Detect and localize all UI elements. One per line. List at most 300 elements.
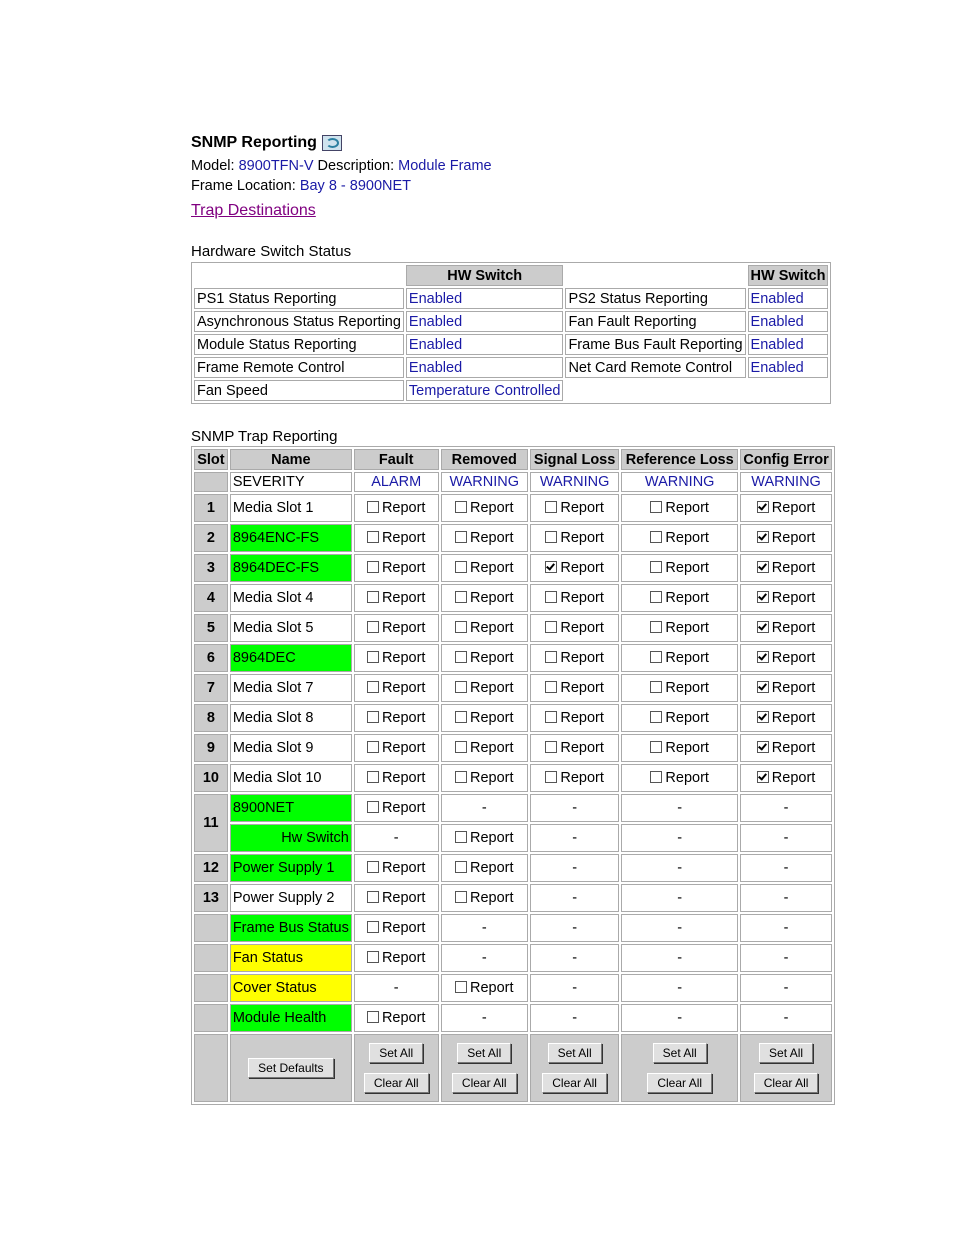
hw-row [194,357,828,378]
slot-name: 8900NET [230,794,352,822]
hw-value: Enabled [406,288,564,309]
report-label: Report [381,860,426,876]
config-error-cell [740,764,832,792]
refresh-icon[interactable] [322,135,342,151]
slot-number: 1 [194,494,228,522]
config-error-checkbox[interactable] [757,501,769,513]
signal-loss-cell [530,644,619,672]
signal-loss-checkbox[interactable] [545,531,557,543]
reference-loss-checkbox[interactable] [650,531,662,543]
severity-reference-loss[interactable]: WARNING [621,472,738,492]
hw-blank [748,380,829,401]
fault-checkbox[interactable] [367,501,379,513]
hw-label: Frame Remote Control [194,357,404,378]
signal-loss-dash: - [530,914,619,942]
signal-loss-buttons [530,1034,619,1102]
report-label: Report [469,980,514,996]
report-label: Report [469,770,514,786]
config-error-checkbox[interactable] [757,561,769,573]
slot-name: Frame Bus Status [230,914,352,942]
removed-checkbox[interactable] [455,681,467,693]
trap-row [194,554,832,582]
fault-cell [354,554,439,582]
reference-loss-cell [621,764,738,792]
fault-cell [354,494,439,522]
hw-value: Enabled [748,334,829,355]
trap-row [194,1004,832,1032]
report-label: Report [469,620,514,636]
signal-loss-dash: - [530,974,619,1002]
removed-checkbox[interactable] [455,561,467,573]
severity-signal-loss[interactable]: WARNING [530,472,619,492]
reference-loss-cell [621,734,738,762]
removed-clear-all-button[interactable]: Clear All [452,1073,517,1093]
fault-cell [354,584,439,612]
set-defaults-button[interactable]: Set Defaults [248,1058,333,1078]
slot-number: 9 [194,734,228,762]
signal-loss-checkbox[interactable] [545,681,557,693]
trap-row [194,704,832,732]
trap-row [194,734,832,762]
signal-loss-checkbox[interactable] [545,771,557,783]
fault-dash: - [354,824,439,852]
fault-cell [354,614,439,642]
fault-checkbox[interactable] [367,681,379,693]
report-label: Report [665,680,709,696]
severity-removed[interactable]: WARNING [441,472,528,492]
fault-checkbox[interactable] [367,651,379,663]
report-label: Report [560,650,604,666]
hw-row [194,288,828,309]
trap-col-header: Signal Loss [530,449,619,470]
fault-set-all-button[interactable]: Set All [369,1043,423,1063]
hw-row [194,311,828,332]
report-label: Report [381,770,426,786]
reference-loss-cell [621,674,738,702]
reference-loss-checkbox[interactable] [650,741,662,753]
trap-section-title: SNMP Trap Reporting [191,428,338,445]
report-label: Report [381,1010,426,1026]
description-label: Description: [317,158,395,174]
reference-loss-checkbox[interactable] [650,651,662,663]
removed-cell [441,884,528,912]
signal-loss-cell [530,704,619,732]
config-error-set-all-button[interactable]: Set All [759,1043,813,1063]
removed-cell [441,734,528,762]
fault-checkbox[interactable] [367,951,379,963]
report-label: Report [381,560,426,576]
signal-loss-cell [530,674,619,702]
reference-loss-set-all-button[interactable]: Set All [653,1043,707,1063]
report-label: Report [560,560,604,576]
slot-name: 8964DEC [230,644,352,672]
config-error-cell [740,734,832,762]
report-label: Report [381,920,426,936]
report-label: Report [381,800,426,816]
report-label: Report [771,530,816,546]
slot-name: Power Supply 2 [230,884,352,912]
config-error-checkbox[interactable] [757,771,769,783]
config-error-checkbox[interactable] [757,741,769,753]
reference-loss-cell [621,614,738,642]
report-label: Report [771,740,816,756]
reference-loss-checkbox[interactable] [650,771,662,783]
report-label: Report [665,770,709,786]
report-label: Report [560,680,604,696]
removed-cell [441,494,528,522]
removed-dash: - [441,1004,528,1032]
slot-number [194,914,228,942]
config-error-dash: - [740,794,832,822]
fault-cell [354,884,439,912]
signal-loss-cell [530,524,619,552]
slot-name: Media Slot 4 [230,584,352,612]
fault-cell [354,524,439,552]
hw-col-header: HW Switch [748,265,829,286]
reference-loss-dash: - [621,914,738,942]
hw-label: Module Status Reporting [194,334,404,355]
trap-row [194,884,832,912]
severity-config-error[interactable]: WARNING [740,472,832,492]
report-label: Report [381,710,426,726]
config-error-dash: - [740,914,832,942]
config-error-buttons [740,1034,832,1102]
model-value: 8900TFN-V [238,158,314,174]
signal-loss-dash: - [530,824,619,852]
signal-loss-dash: - [530,1004,619,1032]
config-error-cell [740,704,832,732]
hw-value: Enabled [406,334,564,355]
slot-number: 6 [194,644,228,672]
report-label: Report [381,740,426,756]
fault-checkbox[interactable] [367,531,379,543]
fault-cell [354,674,439,702]
removed-cell [441,524,528,552]
slot-number: 10 [194,764,228,792]
report-label: Report [560,530,604,546]
slot-number: 2 [194,524,228,552]
slot-number: 3 [194,554,228,582]
removed-cell [441,974,528,1002]
reference-loss-dash: - [621,854,738,882]
report-label: Report [771,620,816,636]
signal-loss-cell [530,764,619,792]
slot-number: 7 [194,674,228,702]
slot-name: Media Slot 7 [230,674,352,702]
trap-col-header: Slot [194,449,228,470]
trap-row [194,914,832,942]
reference-loss-cell [621,644,738,672]
config-error-clear-all-button[interactable]: Clear All [754,1073,819,1093]
report-label: Report [771,590,816,606]
trap-row [194,794,832,822]
removed-cell [441,854,528,882]
reference-loss-checkbox[interactable] [650,501,662,513]
report-label: Report [381,890,426,906]
config-error-cell [740,584,832,612]
hw-label: PS2 Status Reporting [565,288,745,309]
config-error-checkbox[interactable] [757,681,769,693]
trap-col-header: Config Error [740,449,832,470]
report-label: Report [469,680,514,696]
report-label: Report [771,650,816,666]
signal-loss-checkbox[interactable] [545,591,557,603]
fault-checkbox[interactable] [367,921,379,933]
signal-loss-cell [530,584,619,612]
config-error-dash: - [740,854,832,882]
removed-cell [441,674,528,702]
removed-set-all-button[interactable]: Set All [457,1043,511,1063]
reference-loss-dash: - [621,884,738,912]
fault-checkbox[interactable] [367,861,379,873]
fault-buttons [354,1034,439,1102]
config-error-checkbox[interactable] [757,621,769,633]
trap-row [194,824,832,852]
hw-row [194,334,828,355]
severity-fault[interactable]: ALARM [354,472,439,492]
report-label: Report [560,740,604,756]
config-error-dash: - [740,1004,832,1032]
reference-loss-dash: - [621,974,738,1002]
config-error-cell [740,554,832,582]
slot-name: 8964ENC-FS [230,524,352,552]
trap-col-header: Name [230,449,352,470]
hw-label: Fan Speed [194,380,404,401]
reference-loss-clear-all-button[interactable]: Clear All [647,1073,712,1093]
report-label: Report [469,740,514,756]
slot-name: Hw Switch [230,824,352,852]
hw-label: PS1 Status Reporting [194,288,404,309]
fault-clear-all-button[interactable]: Clear All [364,1073,429,1093]
fault-cell [354,734,439,762]
reference-loss-buttons [621,1034,738,1102]
fault-checkbox[interactable] [367,591,379,603]
report-label: Report [771,710,816,726]
page-title-row [191,130,492,156]
signal-loss-checkbox[interactable] [545,741,557,753]
report-label: Report [381,500,426,516]
trap-reporting-table [191,446,835,1105]
trap-col-header: Removed [441,449,528,470]
slot-name: Module Health [230,1004,352,1032]
trap-destinations-link[interactable]: Trap Destinations [191,202,316,219]
removed-checkbox[interactable] [455,771,467,783]
reference-loss-checkbox[interactable] [650,681,662,693]
hw-label: Net Card Remote Control [565,357,745,378]
config-error-dash: - [740,944,832,972]
report-label: Report [560,500,604,516]
button-row-slot-blank [194,1034,228,1102]
removed-dash: - [441,944,528,972]
hw-value: Enabled [406,357,564,378]
config-error-cell [740,644,832,672]
removed-checkbox[interactable] [455,531,467,543]
removed-checkbox[interactable] [455,651,467,663]
slot-number: 12 [194,854,228,882]
removed-checkbox[interactable] [455,861,467,873]
removed-checkbox[interactable] [455,711,467,723]
slot-name: Cover Status [230,974,352,1002]
report-label: Report [469,710,514,726]
report-label: Report [771,560,816,576]
report-label: Report [469,830,514,846]
report-label: Report [665,710,709,726]
trap-row [194,524,832,552]
fault-checkbox[interactable] [367,561,379,573]
removed-checkbox[interactable] [455,501,467,513]
hw-section-title: Hardware Switch Status [191,243,352,260]
config-error-dash: - [740,824,832,852]
severity-slot-blank [194,472,228,492]
hw-value: Enabled [406,311,564,332]
config-error-checkbox[interactable] [757,591,769,603]
report-label: Report [469,590,514,606]
trap-row [194,974,832,1002]
report-label: Report [665,530,709,546]
config-error-dash: - [740,974,832,1002]
config-error-checkbox[interactable] [757,531,769,543]
signal-loss-dash: - [530,854,619,882]
config-error-cell [740,614,832,642]
report-label: Report [381,680,426,696]
slot-number: 8 [194,704,228,732]
signal-loss-cell [530,554,619,582]
report-label: Report [381,620,426,636]
removed-dash: - [441,914,528,942]
reference-loss-dash: - [621,944,738,972]
report-label: Report [771,680,816,696]
trap-row [194,764,832,792]
removed-cell [441,584,528,612]
hw-switch-table [191,262,831,404]
fault-cell [354,854,439,882]
hw-label: Fan Fault Reporting [565,311,745,332]
slot-number: 13 [194,884,228,912]
slot-name: Media Slot 5 [230,614,352,642]
location-line [191,176,492,196]
slot-name: 8964DEC-FS [230,554,352,582]
trap-row [194,674,832,702]
fault-checkbox[interactable] [367,1011,379,1023]
removed-checkbox[interactable] [455,981,467,993]
removed-cell [441,824,528,852]
signal-loss-clear-all-button[interactable]: Clear All [542,1073,607,1093]
report-label: Report [771,770,816,786]
signal-loss-checkbox[interactable] [545,711,557,723]
removed-checkbox[interactable] [455,591,467,603]
signal-loss-checkbox[interactable] [545,621,557,633]
report-label: Report [665,590,709,606]
model-line [191,156,492,176]
slot-name: Power Supply 1 [230,854,352,882]
fault-checkbox[interactable] [367,711,379,723]
report-label: Report [665,740,709,756]
severity-label: SEVERITY [230,472,352,492]
config-error-checkbox[interactable] [757,711,769,723]
signal-loss-checkbox[interactable] [545,501,557,513]
config-error-cell [740,524,832,552]
signal-loss-cell [530,734,619,762]
hw-value: Temperature Controlled [406,380,564,401]
hw-value: Enabled [748,288,829,309]
report-label: Report [560,710,604,726]
report-label: Report [381,590,426,606]
report-label: Report [560,590,604,606]
hw-blank [565,380,745,401]
fault-checkbox[interactable] [367,801,379,813]
slot-number [194,1004,228,1032]
removed-checkbox[interactable] [455,831,467,843]
slot-name: Fan Status [230,944,352,972]
signal-loss-dash: - [530,884,619,912]
reference-loss-checkbox[interactable] [650,561,662,573]
reference-loss-checkbox[interactable] [650,621,662,633]
report-label: Report [665,500,709,516]
trap-row [194,854,832,882]
removed-checkbox[interactable] [455,891,467,903]
model-label: Model: [191,158,235,174]
fault-cell [354,704,439,732]
location-value: Bay 8 - 8900NET [299,178,412,194]
fault-cell [354,1004,439,1032]
description-value: Module Frame [398,158,492,174]
fault-checkbox[interactable] [367,771,379,783]
signal-loss-checkbox[interactable] [545,561,557,573]
trap-col-header: Fault [354,449,439,470]
removed-dash: - [441,794,528,822]
trap-col-header: Reference Loss [621,449,738,470]
fault-cell [354,644,439,672]
fault-checkbox[interactable] [367,891,379,903]
removed-checkbox[interactable] [455,741,467,753]
reference-loss-dash: - [621,794,738,822]
signal-loss-set-all-button[interactable]: Set All [548,1043,602,1063]
slot-number [194,974,228,1002]
slot-name: Media Slot 10 [230,764,352,792]
slot-number: 11 [194,794,228,852]
hw-label: Asynchronous Status Reporting [194,311,404,332]
set-defaults-cell [230,1034,352,1102]
fault-checkbox[interactable] [367,741,379,753]
header-block [191,130,492,222]
reference-loss-checkbox[interactable] [650,711,662,723]
fault-cell [354,944,439,972]
signal-loss-dash: - [530,944,619,972]
location-label: Frame Location: [191,178,296,194]
reference-loss-cell [621,554,738,582]
slot-name: Media Slot 9 [230,734,352,762]
report-label: Report [665,620,709,636]
signal-loss-checkbox[interactable] [545,651,557,663]
signal-loss-cell [530,494,619,522]
report-label: Report [560,770,604,786]
report-label: Report [469,530,514,546]
report-label: Report [469,500,514,516]
page-title: SNMP Reporting [191,134,317,151]
fault-checkbox[interactable] [367,621,379,633]
hw-row [194,380,828,401]
reference-loss-cell [621,584,738,612]
reference-loss-checkbox[interactable] [650,591,662,603]
fault-dash: - [354,974,439,1002]
trap-row [194,494,832,522]
trap-row [194,644,832,672]
signal-loss-dash: - [530,794,619,822]
hw-value: Enabled [748,357,829,378]
config-error-checkbox[interactable] [757,651,769,663]
report-label: Report [469,860,514,876]
removed-checkbox[interactable] [455,621,467,633]
